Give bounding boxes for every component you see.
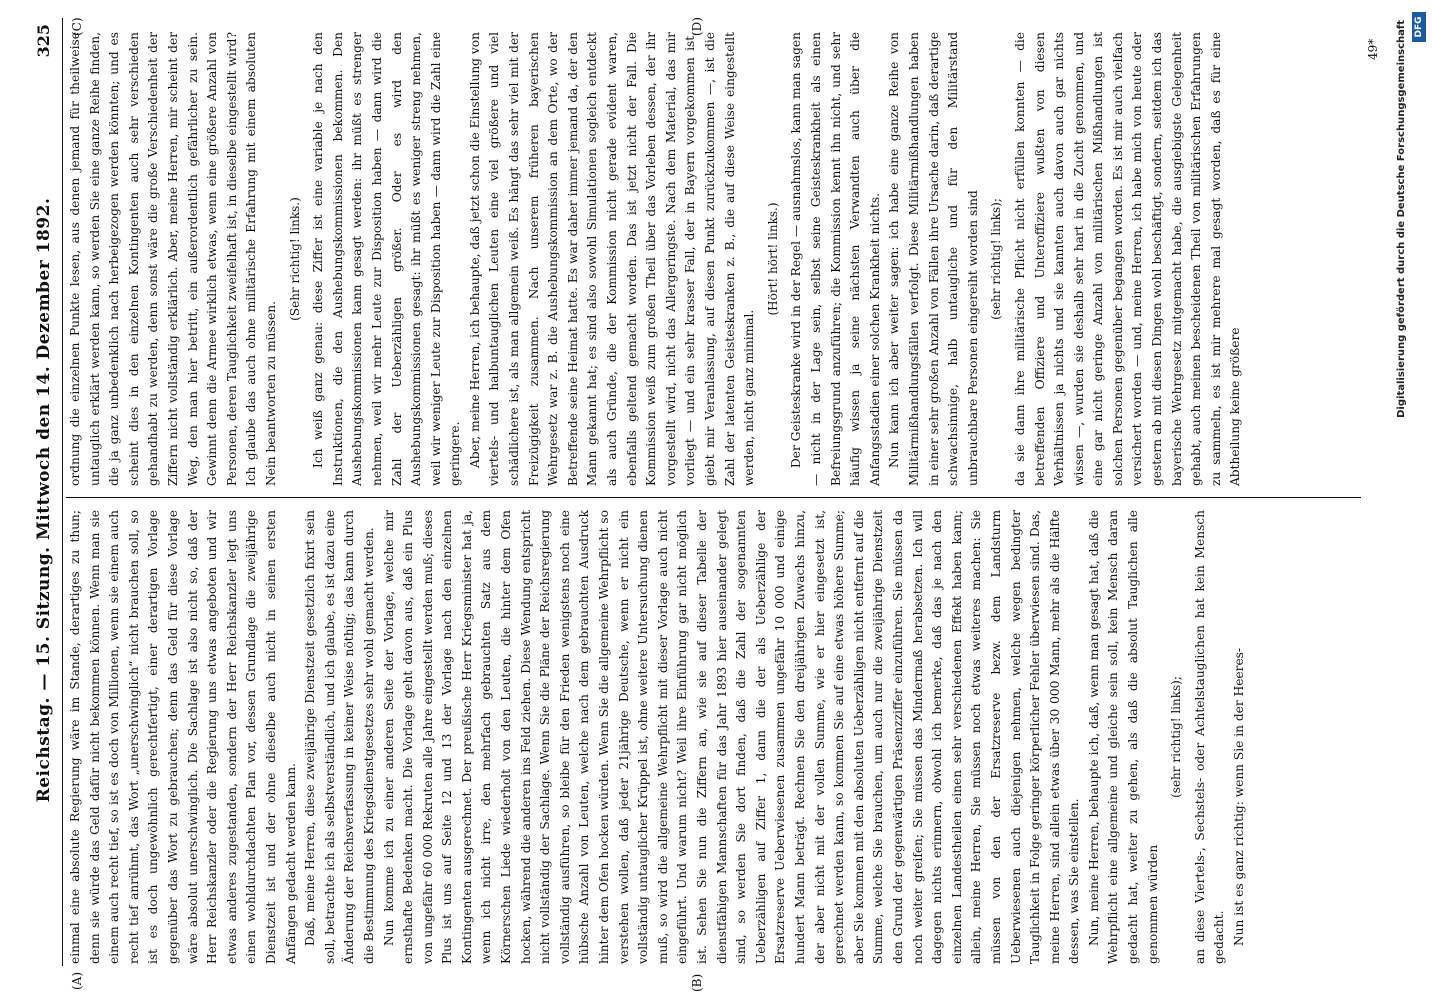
left-column-paragraph: Nun komme ich zu einer anderen Seite der Vorlage, welche mir ernsthafte Bedenken macht. Die Vorlage geht davon aus, daß ein Plus von ungefähr 60 000 Rekruten alle Jahre eingestellt werden muß; dieses Plus ist uns auf Seite 12 und 13 der Vorlage nach den einzelnen Kontingenten ausgerechnet. Der preußische Herr Kriegsminister hat ja, wenn ich nicht irre, den mehrfach gebrauchten Satz aus dem Körnerschen Liede wiederholt von den Leuten, die hinter dem Ofen hocken, während die anderen ins Feld ziehen. Diese Wendung entspricht nicht vollständig der Sachlage. Wenn Sie die Pläne der Reichsregierung vollständig ausführen, so bleibe für den Frieden wenigstens noch eine hübsche Anzahl von Leuten, welche nach dem gebrauchten Ausdruck hinter dem Ofen hocken würden. Wenn Sie die allgemeine Wehrpflicht so verstehen wollen, daß jeder 21jährige Deutsche, wenn er nicht ein vollständig untauglicher Krüppel ist, ohne weitere Untersuchung dienen muß, so wird die allgemeine Wehrpflicht mit dieser Vorlage auch nicht eingeführt. Und warum nicht? Weil ihre Einführung gar nicht möglich ist. Sehen Sie nun die Ziffern an, wie sie auf dieser Tabelle der dienstfähigen Mannschaften für das Jahr 1893 hier auseinander gelegt sind, so werden Sie dort finden, daß die Zahl der sogenannten Ueberzähligen auf Ziffer 1, dann die der als Ueberzählige der Ersatzreserve Ueberwiesenen zusammen ungefähr 10 000 und einige hundert Mann beträgt. Rechnen Sie den dreijährigen Zuwachs hinzu, der aber nicht mit der vollen Summe, wie er hier eingesetzt ist, gerechnet werden kann, so kommen Sie auf eine etwas höhere Summe; aber Sie kommen mit den absoluten Ueberzähligen nicht entfernt auf die Summe, welche Sie brauchen, um auch nur die zweijährige Dienstzeit den Grund der gegenwärtigen Präsenzziffer einzuführen. Sie müssen da noch weiter greifen; Sie müssen das Mindermaß herabsetzen. Ich will dagegen nichts erinnern, obwohl ich bemerke, daß das je nach den einzelnen Landestheilen einen sehr verschiedenen Effekt haben kann; allein, meine Herren, Sie müssen noch etwas weiteres machen: Sie müssen von den der Ersatzreserve bezw. dem Landsturm Ueberwiesenen auch diejenigen nehmen, welche wegen bedingter Tauglichkeit in Folge geringer körperlicher Fehler überwiesen sind. Das, meine Herren, sind allein etwas über 30 000 Mann, mehr als die Hälfte dessen, was Sie einstellen.: [381, 510, 1082, 964]
left-column-interjection: (sehr richtig! links);: [1169, 676, 1184, 798]
right-column-paragraph: Nun kann ich aber weiter sagen: ich habe eine ganze Reihe von Militärmißhandlungsfällen verfolgt. Diese Militärmißhandlungen haben in einer sehr großen Anzahl von Fällen ihre Ursache darin, daß derartige schwachsinnige, halb untaugliche und für den Militärstand unbrauchbare Personen eingereiht worden sind: [887, 32, 980, 486]
column-divider: [66, 497, 1361, 498]
page-header: [0, 0, 70, 1000]
right-column-paragraph: Aber, meine Herren, ich behaupte, daß jetzt schon die Einstellung von viertels- und halbuntauglichen Leuten eine viel größere und viel schädlichere ist, als man allgemein weiß. Es hängt das sehr viel mit der Freizügigkeit zusammen. Nach unserem früheren bayerischen Wehrgesetz war z. B. die Aushebungskommission an dem Orte, wo der Betreffende seine Heimat hatte. Es war daher immer jemand da, der den Mann gekannt hat; es sind also sowohl Simulationen sogleich entdeckt als auch Gründe, die der Kommission nicht gerade evident waren, ebenfalls geltend gemacht worden. Das ist jetzt nicht der Fall. Die Kommission weiß zum großen Theil über das Vorleben dessen, der ihr vorgestellt wird, nicht das Allergeringste. Nach dem Material, das mir vorliegt — und ein sehr krasser Fall, der in Bayern vorgekommen ist, giebt mir Veranlassung, auf diesen Punkt zurückzukommen —, ist die Zahl der latenten Geisteskranken z. B., die auf diese Weise eingestellt werden, nicht ganz minimal.: [467, 32, 757, 486]
right-column-paragraph: da sie dann ihre militärische Pflicht nicht erfüllen konnten — die betreffenden Offiziere und Unteroffiziere wußten von diesen Verhältnissen ja nichts und sie kannten auch davon auch gar nichts wissen —, wurden sie deshalb sehr hart in die Zucht genommen, und eine gar nicht geringe Anzahl von militärischen Mißhandlungen ist solchen Personen gegenüber begangen worden. Es ist mir auch vielfach versichert worden — und, meine Herren, ich habe mich von heute oder gestern ab mit diesen Dingen wohl beschäftigt, sondern, seitdem ich das bayerische Wehrgesetz mitgemacht habe, die ausgiebigste Gelegenheit gehabt, auch meinen bescheidenen Theil von militärischen Erfahrungen zu sammeln, es ist mir mehrere mal gesagt worden, daß es für eine Abtheilung keine größere: [1012, 32, 1243, 486]
right-column-paragraph: Ich weiß ganz genau: diese Ziffer ist eine variable je nach den Instruktionen, die den Aushebungskommissionen bekommen. Den Aushebungskommissionen kann gesagt werden: ihr müßt es strenger nehmen, weil wir mehr Leute zur Disposition haben — dann wird die Zahl der Ueberzähligen größer. Oder es wird den Aushebungskommissionen gesagt: ihr müßt es weniger streng nehmen, weil wir weniger Leute zur Disposition haben — dann wird die Zahl eine geringere.: [311, 32, 463, 486]
margin-marker-c: (C): [70, 17, 84, 36]
digitization-credit: Digitalisierung gefördert durch die Deutsche Forschungsgemeinschaft: [1396, 20, 1407, 418]
right-column-paragraph: Der Geisteskranke wird in der Regel — ausnahmslos, kann man sagen — nicht in der Lage sein, selbst seine Geisteskrankheit als einen Befreiungsgrund anzuführen; die Kommission kennt ihn nicht, und sehr häufig wissen ja seine nächsten Verwandten auch über die Anfangsstadien einer solchen Krankheit nichts.: [789, 32, 882, 486]
left-column-paragraph: an diese Viertels-, Sechstels- oder Achtelstauglichen hat kein Mensch gedacht.: [1192, 510, 1227, 964]
left-column: [66, 510, 1361, 964]
header-rule: [62, 18, 63, 966]
margin-marker-b: (B): [690, 973, 704, 992]
left-column-paragraph: Nun ist es ganz richtig: wenn Sie in der Heeres-: [1232, 647, 1247, 946]
right-column-interjection: (sehr richtig! links);: [989, 198, 1004, 320]
left-column-paragraph: Daß, meine Herren, diese zweijährige Dienstzeit gesetzlich fixirt sein soll, betrachte ich als selbstverständlich, und ich glaube, es ist dazu eine Änderung der Reichsverfassung in keiner Weise nöthig; das kann durch die Bestimmung des Kriegsdienstgesetzes sehr wohl gemacht werden.: [303, 510, 376, 964]
dfg-logo: DFG: [1412, 12, 1426, 42]
right-column-interjection: (Hört! hört! links.): [765, 202, 780, 316]
left-column-paragraph: einmal eine absolute Regierung wäre im Stande, derartiges zu thun; denn sie würde das Geld dafür nicht bekommen können. Wenn man sie einem auch recht tief, so ist es doch von Millionen, wenn sie einem auch recht tief anrühmt, das Wort „unerschwinglich“ nicht brauchen soll, so ist es doch ungewöhnlich gerechtfertigt, einer derartigen Vorlage gegenüber das Wort zu gebrauchen; denn das Geld für diese Vorlage wäre absolut unerschwinglich. Die Sachlage ist also nicht so, daß der Herr Reichskanzler oder die Regierung uns etwas angeboten und wir etwas anderes zugestanden, sondern der Herr Reichskanzler legt uns einen wohldurchdachten Plan vor, dessen Grundlage die zweijährige Dienstzeit ist und der ohne dieselbe auch nicht in seinen ersten Anfängen gedacht werden kann.: [68, 510, 298, 964]
page-title: Reichstag. — 15. Sitzung. Mittwoch den 14. Dezember 1892.: [34, 197, 54, 803]
page-signature: 49*: [1366, 38, 1380, 60]
page-number: 325: [34, 24, 53, 58]
margin-marker-d: (D): [690, 17, 704, 36]
right-column-interjection: (Sehr richtig! links.): [287, 197, 302, 321]
left-column-paragraph: Nun, meine Herren, behaupte ich, daß, wenn man gesagt hat, daß die Wehrpflicht eine allgemeine und gleiche sein soll, kein Mensch daran gedacht hat, weiter zu gehen, als daß die absolut Tauglichen alle genommen würden: [1086, 510, 1160, 964]
right-column: [66, 32, 1361, 486]
margin-marker-a: (A): [70, 971, 84, 990]
right-column-paragraph: ordnung die einzelnen Punkte lesen, aus denen jemand für theilweise untauglich erklärt werden kann, so werden Sie eine ganze Reihe finden, die ja ganz unbedenklich nach herbeigezogen werden könnten; und es scheint dies in den einzelnen Kontingenten auch sehr verschieden gehandhabt zu werden, denn sonst wäre die große Verschiedenheit der Ziffern nicht vollständig erklärlich. Aber, meine Herren, mir scheint der Weg, den man hier betritt, ein außerordentlich gefährlicher zu sein. Gewinnt denn die Armee wirklich etwas, wenn eine größere Anzahl von Personen, deren Tauglichkeit zweifelhaft ist, in dieselbe eingestellt wird? Ich glaube das auch ohne militärische Erfahrung mit einem absoluten Nein beantworten zu müssen.: [68, 32, 278, 486]
